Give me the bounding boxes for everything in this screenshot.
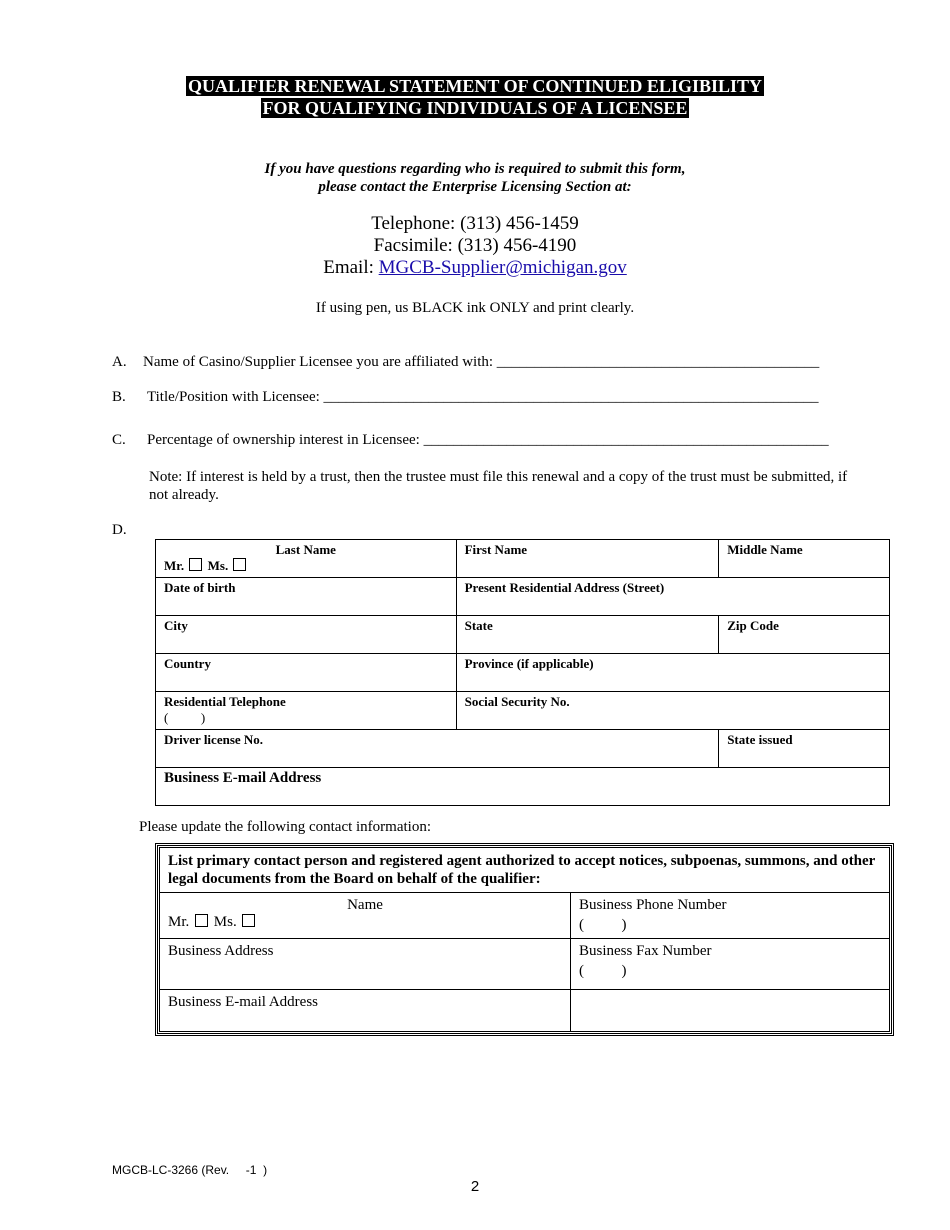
business-address-cell[interactable] xyxy=(160,939,571,990)
business-address-label: Business Address xyxy=(168,943,274,959)
contact-mr-label: Mr. xyxy=(168,914,190,930)
question-c-letter: C. xyxy=(112,432,126,448)
contact-table-header: List primary contact person and registered agent authorized to accept notices, subpoenas, summons, and other legal documents from the Board on behalf of the qualifier: xyxy=(160,848,890,893)
ms-checkbox[interactable] xyxy=(233,558,246,571)
state-label: State xyxy=(464,618,493,633)
contact-email-label: Business E-mail Address xyxy=(168,994,318,1010)
contact-email-cell[interactable] xyxy=(160,990,571,1032)
business-phone-cell[interactable] xyxy=(571,893,890,939)
salutation-row xyxy=(164,558,448,574)
question-b-letter: B. xyxy=(112,389,126,405)
contact-table-frame xyxy=(155,843,894,1036)
personal-info-table xyxy=(155,539,890,806)
contact-email-value-cell[interactable] xyxy=(571,990,890,1032)
instructions-line-2: please contact the Enterprise Licensing Section at: xyxy=(318,179,632,195)
middle-name-label: Middle Name xyxy=(727,542,803,557)
contact-block xyxy=(0,213,950,279)
contact-mr-checkbox[interactable] xyxy=(195,914,208,927)
zip-cell[interactable] xyxy=(719,616,890,654)
address-label: Present Residential Address (Street) xyxy=(464,580,665,595)
zip-label: Zip Code xyxy=(727,618,779,633)
contact-salutation-row xyxy=(168,914,562,931)
facsimile: Facsimile: (313) 456-4190 xyxy=(373,235,577,256)
contact-ms-checkbox[interactable] xyxy=(242,914,255,927)
mr-checkbox[interactable] xyxy=(189,558,202,571)
first-name-cell[interactable] xyxy=(456,540,719,578)
question-c-field[interactable]: Percentage of ownership interest in Licensee: ______________________________________________________ xyxy=(147,432,829,448)
last-name-cell[interactable] xyxy=(156,540,457,578)
contact-table xyxy=(159,847,890,1032)
state-issued-cell[interactable] xyxy=(719,730,890,768)
city-label: City xyxy=(164,618,188,633)
business-fax-label: Business Fax Number xyxy=(579,943,712,959)
state-issued-label: State issued xyxy=(727,732,793,747)
country-cell[interactable] xyxy=(156,654,457,692)
instructions-line-1: If you have questions regarding who is required to submit this form, xyxy=(264,161,686,177)
last-name-label: Last Name xyxy=(275,542,336,557)
telephone: Telephone: (313) 456-1459 xyxy=(371,213,579,234)
ink-note: If using pen, us BLACK ink ONLY and print clearly. xyxy=(315,300,635,316)
trust-note: Note: If interest is held by a trust, then the trustee must file this renewal and a copy of the trust must be submitted, if not already. xyxy=(149,469,848,503)
email-label: Email: xyxy=(323,257,379,278)
business-phone-paren: ( ) xyxy=(579,917,627,933)
form-title-line-1: QUALIFIER RENEWAL STATEMENT OF CONTINUED ELIGIBILITY xyxy=(188,76,762,96)
business-fax-paren: ( ) xyxy=(579,963,627,979)
email-link[interactable]: MGCB-Supplier@michigan.gov xyxy=(378,257,627,278)
country-label: Country xyxy=(164,656,211,671)
question-b-field[interactable]: Title/Position with Licensee: __________________________________________________________________ xyxy=(147,389,819,405)
ms-label: Ms. xyxy=(207,558,229,573)
driver-license-label: Driver license No. xyxy=(164,732,264,747)
contact-name-label: Name xyxy=(347,897,383,913)
page-number: 2 xyxy=(470,1178,480,1195)
contact-name-cell[interactable] xyxy=(160,893,571,939)
address-cell[interactable] xyxy=(456,578,889,616)
province-label: Province (if applicable) xyxy=(464,656,594,671)
res-phone-cell[interactable] xyxy=(156,692,457,730)
middle-name-cell[interactable] xyxy=(719,540,890,578)
first-name-label: First Name xyxy=(464,542,528,557)
update-label: Please update the following contact information: xyxy=(139,819,432,835)
business-email-cell[interactable] xyxy=(156,768,890,806)
question-d-letter: D. xyxy=(112,522,127,538)
business-phone-label: Business Phone Number xyxy=(579,897,727,913)
city-cell[interactable] xyxy=(156,616,457,654)
state-cell[interactable] xyxy=(456,616,719,654)
res-phone-label: Residential Telephone xyxy=(164,694,286,709)
business-fax-cell[interactable] xyxy=(571,939,890,990)
business-email-label: Business E-mail Address xyxy=(164,770,322,786)
form-id: MGCB-LC-3266 (Rev. -1 ) xyxy=(112,1163,268,1177)
ssn-cell[interactable] xyxy=(456,692,889,730)
form-title-line-2: FOR QUALIFYING INDIVIDUALS OF A LICENSEE xyxy=(262,98,688,118)
email-line xyxy=(0,257,950,279)
ssn-label: Social Security No. xyxy=(464,694,570,709)
province-cell[interactable] xyxy=(456,654,889,692)
driver-license-cell[interactable] xyxy=(156,730,719,768)
form-title xyxy=(0,75,950,119)
dob-cell[interactable] xyxy=(156,578,457,616)
question-a-field[interactable]: Name of Casino/Supplier Licensee you are affiliated with: ___________________________________________ xyxy=(143,354,820,370)
res-phone-paren: ( ) xyxy=(164,710,206,725)
instructions xyxy=(0,160,950,196)
dob-label: Date of birth xyxy=(164,580,236,595)
contact-ms-label: Ms. xyxy=(213,914,237,930)
mr-label: Mr. xyxy=(164,558,185,573)
question-a-letter: A. xyxy=(112,354,127,370)
